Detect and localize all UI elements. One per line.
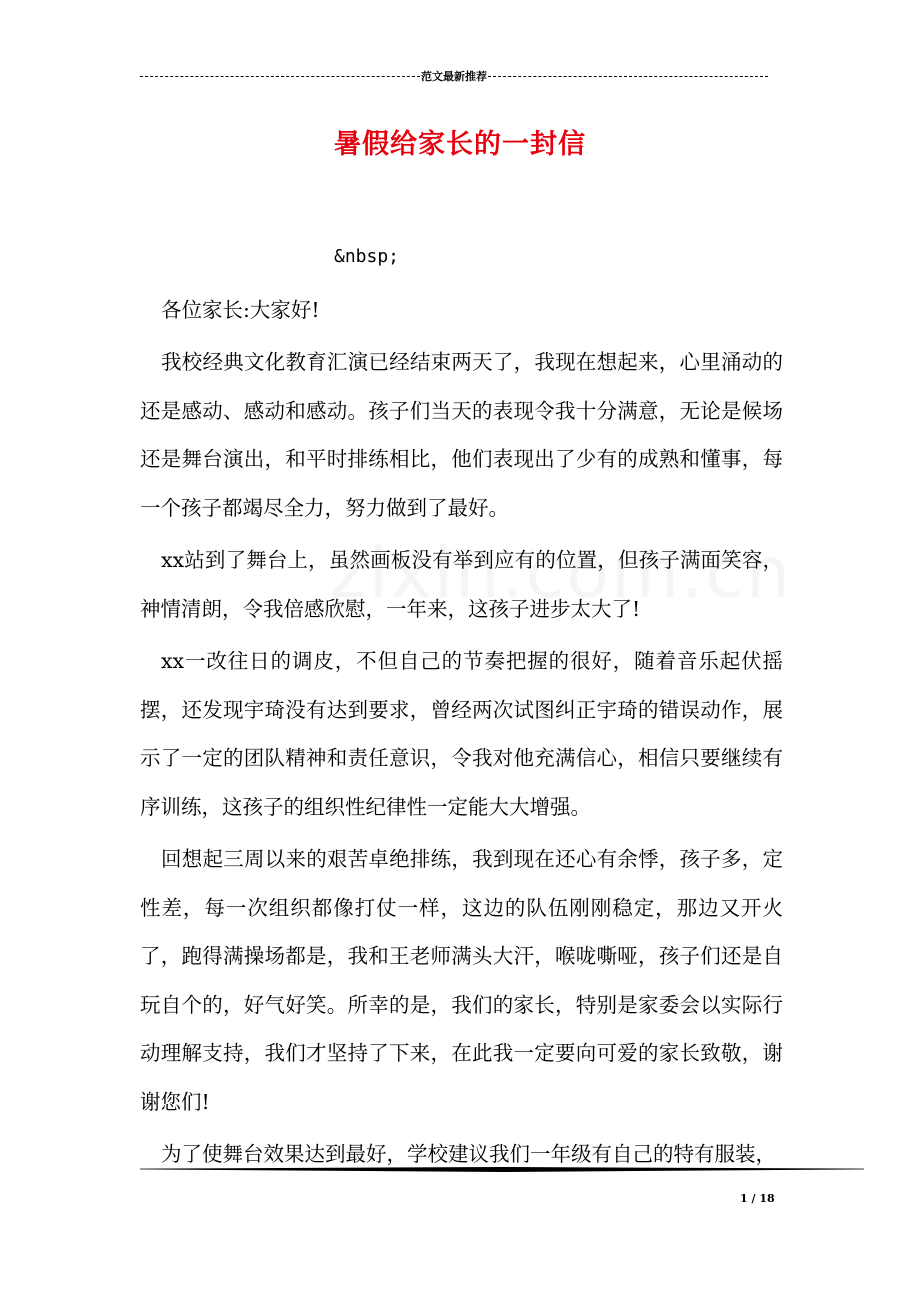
paragraph: 为了使舞台效果达到最好，学校建议我们一年级有自己的特有服装，	[161, 1142, 776, 1166]
page-header	[140, 68, 768, 84]
header-dash-left	[140, 76, 420, 77]
document-title: 暑假给家长的一封信	[334, 129, 586, 160]
paragraph: xx一改往日的调皮，不但自己的节奏把握的很好，随着音乐起伏摇摆，还发现宇琦没有达到要求，曾经两次试图纠正宇琦的错误动作，展示了一定的团队精神和责任意识，令我对他充满信心，相信只要继续有序训练，这孩子的组织性纪律性一定能大大增强。	[140, 649, 783, 819]
paragraph: 回想起三周以来的艰苦卓绝排练，我到现在还心有余悸，孩子多，定性差，每一次组织都像打仗一样，这边的队伍刚刚稳定，那边又开火了，跑得满操场都是，我和王老师满头大汗，喉咙嘶哑，孩子们还是自玩自个的，好气好笑。所幸的是，我们的家长，特别是家委会以实际行动理解支持，我们才坚持了下来，在此我一定要向可爱的家长致敬，谢谢您们!	[140, 847, 783, 1114]
document-body	[140, 233, 783, 1179]
paragraph: &nbsp;	[334, 246, 400, 267]
paragraph: xx站到了舞台上，虽然画板没有举到应有的位置，但孩子满面笑容，神情清朗，令我倍感欣慰，一年来，这孩子进步太大了!	[140, 548, 783, 621]
paragraph: 我校经典文化教育汇演已经结束两天了，我现在想起来，心里涌动的还是感动、感动和感动。孩子们当天的表现令我十分满意，无论是候场还是舞台演出，和平时排练相比，他们表现出了少有的成熟和懂事，每一个孩子都竭尽全力，努力做到了最好。	[140, 350, 783, 520]
page-number: 1 / 18	[740, 1192, 775, 1205]
footer-rule	[140, 1164, 864, 1174]
header-dash-right	[488, 76, 768, 77]
header-label: 范文最新推荐	[421, 70, 487, 83]
paragraph: 各位家长:大家好!	[161, 297, 320, 322]
